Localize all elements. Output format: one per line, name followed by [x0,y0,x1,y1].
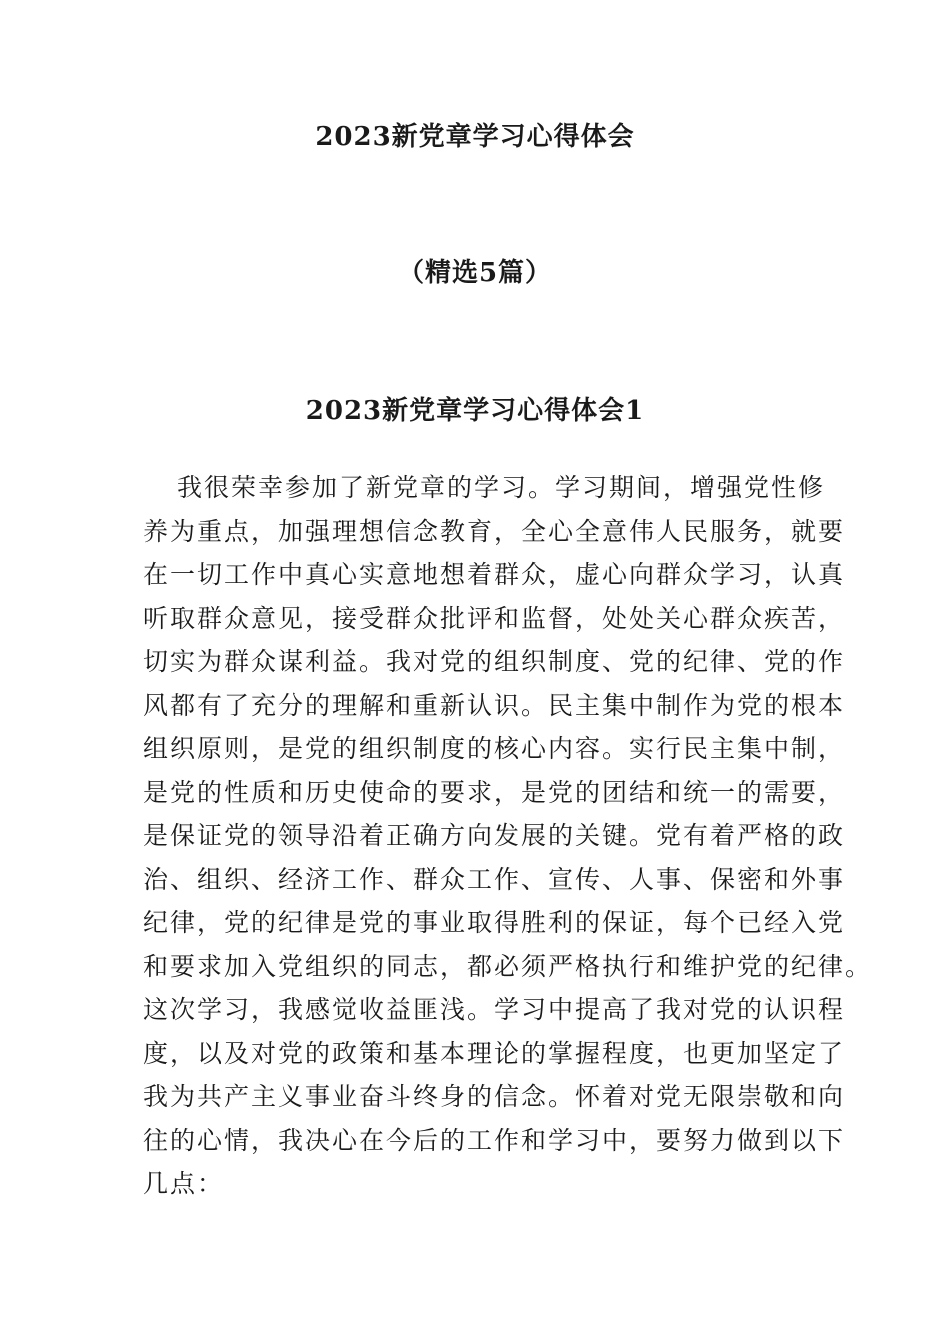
body-line: 在一切工作中真心实意地想着群众，虚心向群众学习，认真 [143,560,846,589]
document-title: 2023新党章学习心得体会 [315,122,635,152]
body-line: 这次学习，我感觉收益匪浅。学习中提高了我对党的认识程 [143,995,846,1024]
body-line: 我为共产主义事业奋斗终身的信念。怀着对党无限崇敬和向 [143,1082,846,1111]
body-paragraph [143,466,873,1206]
body-line: 我很荣幸参加了新党章的学习。学习期间，增强党性修 [177,473,826,502]
body-line: 是保证党的领导沿着正确方向发展的关键。党有着严格的政 [143,821,846,850]
body-line: 几点： [143,1169,225,1198]
body-line: 组织原则，是党的组织制度的核心内容。实行民主集中制， [143,734,846,763]
body-line: 风都有了充分的理解和重新认识。民主集中制作为党的根本 [143,690,846,720]
section-title: 2023新党章学习心得体会1 [305,396,645,426]
body-line: 是党的性质和历史使命的要求，是党的团结和统一的需要， [143,777,846,807]
document-subtitle: （精选5篇） [397,258,553,288]
body-line: 往的心情，我决心在今后的工作和学习中，要努力做到以下 [143,1125,846,1155]
body-line: 度，以及对党的政策和基本理论的掌握程度，也更加坚定了 [143,1038,846,1068]
body-line: 纪律，党的纪律是党的事业取得胜利的保证，每个已经入党 [143,908,846,937]
body-line: 治、组织、经济工作、群众工作、宣传、人事、保密和外事 [143,864,846,894]
body-line: 听取群众意见，接受群众批评和监督，处处关心群众疾苦， [143,603,846,633]
body-line: 切实为群众谋利益。我对党的组织制度、党的纪律、党的作 [143,647,846,676]
body-line: 和要求加入党组织的同志，都必须严格执行和维护党的纪律。 [143,951,873,981]
body-line: 养为重点，加强理想信念教育，全心全意伟人民服务，就要 [143,516,846,546]
